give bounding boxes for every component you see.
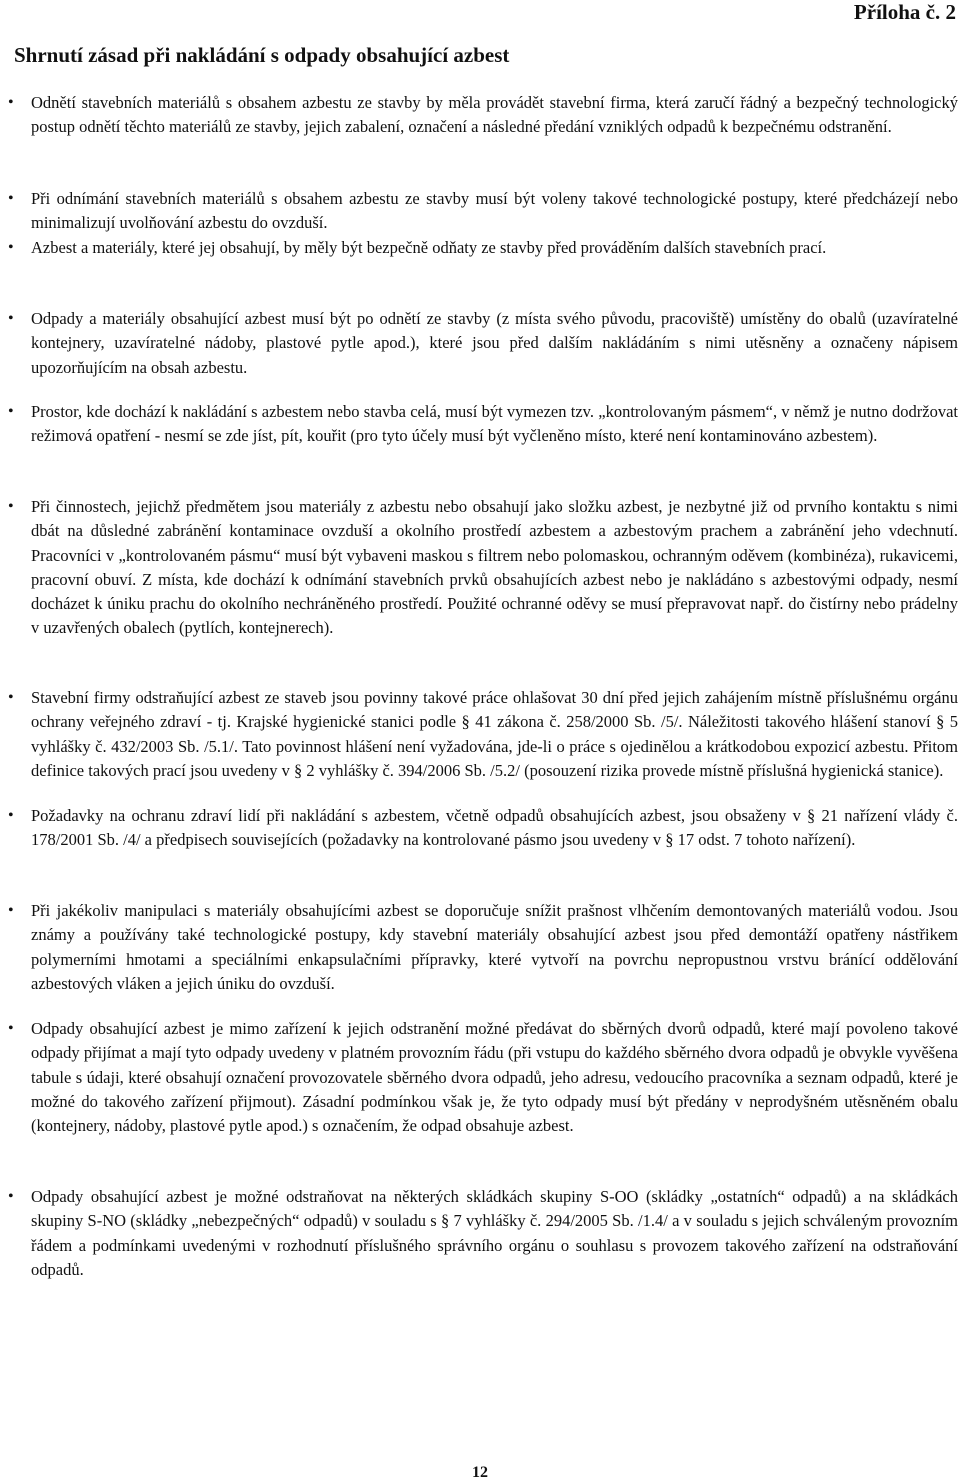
bullet-text: Požadavky na ochranu zdraví lidí při nakládání s azbestem, včetně odpadů obsahujících azbest, jsou obsaženy v § 21 nařízení vlády č. 178/2001 Sb. /4/ a předpisech souvisejících (požadavky na kontrolované pásmo jsou uvedeny v § 17 odst. 7 tohoto nařízení). xyxy=(31,806,958,850)
annex-label: Příloha č. 2 xyxy=(853,0,956,24)
bullet-dot-icon: • xyxy=(8,1020,14,1037)
bullet-dot-icon: • xyxy=(8,190,14,207)
bullet-item xyxy=(8,1185,958,1282)
bullet-text: Odpady a materiály obsahující azbest musí být po odnětí ze stavby (z místa svého původu, pracoviště) umístěny do obalů (uzavíratelné kontejnery, uzavíratelné nádoby, plastové pytle apod.), které jsou před dalším nakládáním s nimi utěsněny a označeny nápisem upozorňujícím na obsah azbestu. xyxy=(31,309,958,377)
bullet-item xyxy=(8,307,958,380)
bullet-item xyxy=(8,686,958,783)
bullet-dot-icon: • xyxy=(8,807,14,824)
bullet-dot-icon: • xyxy=(8,403,14,420)
bullet-item xyxy=(8,91,958,140)
bullet-text: Prostor, kde dochází k nakládání s azbestem nebo stavba celá, musí být vymezen tzv. „kontrolovaným pásmem“, v němž je nutno dodržovat režimová opatření - nesmí se zde jíst, pít, kouřit (pro tyto účely musí být vyčleněno místo, které není kontaminováno azbestem). xyxy=(31,402,958,446)
bullet-text: Stavební firmy odstraňující azbest ze staveb jsou povinny takové práce ohlašovat 30 dní před jejich zahájením místně příslušnému orgánu ochrany veřejného zdraví - tj. Krajské hygienické stanici podle § 41 zákona č. 258/2000 Sb. /5/. Náležitosti takového hlášení stanoví § 5 vyhlášky č. 432/2003 Sb. /5.1/. Tato povinnost hlášení není vyžadována, jde-li o práce s ojedinělou a krátkodobou expozicí azbestu. Přitom definice takových prací jsou uvedeny v § 2 vyhlášky č. 394/2006 Sb. /5.2/ (posouzení rizika provede místně příslušná hygienická stanice). xyxy=(31,688,958,780)
bullet-text: Azbest a materiály, které jej obsahují, by měly být bezpečně odňaty ze stavby před prováděním dalších stavebních prací. xyxy=(31,238,827,257)
bullet-dot-icon: • xyxy=(8,239,14,256)
bullet-item xyxy=(8,899,958,996)
bullet-text: Při činnostech, jejichž předmětem jsou materiály z azbestu nebo obsahují jako složku azbest, je nezbytné již od prvního kontaktu s nimi dbát na důsledné zabránění kontaminace ovzduší a okolního prostředí azbestem a azbestovým prachem a zabránění jeho vdechnutí. Pracovníci v „kontrolovaném pásmu“ musí být vybaveni maskou s filtrem nebo polomaskou, ochranným oděvem (kombinéza), rukavicemi, pracovní obuví. Z místa, kde dochází k odnímání stavebních prvků obsahujících azbest nebo je nakládáno s azbestovými odpady, nesmí docházet k úniku prachu do okolního nechráněného prostředí. Použité ochranné oděvy se musí přepravovat např. do čistírny nebo prádelny v uzavřených obalech (pytlích, kontejnerech). xyxy=(31,497,958,638)
bullet-item xyxy=(8,187,958,236)
bullet-dot-icon: • xyxy=(8,310,14,327)
document-title: Shrnutí zásad při nakládání s odpady obsahující azbest xyxy=(14,43,510,67)
bullet-dot-icon: • xyxy=(8,94,14,111)
bullet-dot-icon: • xyxy=(8,498,14,515)
bullet-text: Odpady obsahující azbest je možné odstraňovat na některých skládkách skupiny S-OO (skládky „ostatních“ odpadů) a na skládkách skupiny S-NO (skládky „nebezpečných“ odpadů) v souladu s § 7 vyhlášky č. 294/2005 Sb. /1.4/ a v souladu s jejich schváleným provozním řádem a podmínkami uvedenými v rozhodnutí příslušného správního orgánu o souhlasu s provozem takového zařízení na odstraňování odpadů. xyxy=(31,1187,958,1279)
page-number: 12 xyxy=(472,1464,488,1481)
bullet-dot-icon: • xyxy=(8,902,14,919)
bullet-text: Odpady obsahující azbest je mimo zařízení k jejich odstranění možné předávat do sběrných dvorů odpadů, které mají povoleno takové odpady přijímat a mají tyto odpady uvedeny v platném provozním řádu (při vstupu do každého sběrného dvora odpadů je obvykle vyvěšena tabule s údaji, které obsahují označení provozovatele sběrného dvora odpadů, jeho adresu, vedoucího pracovníka a seznam odpadů, které je možné do takového zařízení přijmout). Zásadní podmínkou však je, že tyto odpady musí být předány v neprodyšném utěsněném obalu (kontejnery, nádoby, plastové pytle apod.) s označením, že odpad obsahuje azbest. xyxy=(31,1019,958,1136)
bullet-text: Odnětí stavebních materiálů s obsahem azbestu ze stavby by měla provádět stavební firma, která zaručí řádný a bezpečný technologický postup odnětí těchto materiálů ze stavby, jejich zabalení, označení a následné předání vzniklých odpadů k bezpečnému odstranění. xyxy=(31,93,958,137)
bullet-dot-icon: • xyxy=(8,1188,14,1205)
bullet-text: Při odnímání stavebních materiálů s obsahem azbestu ze stavby musí být voleny takové technologické postupy, které předcházejí nebo minimalizují uvolňování azbestu do ovzduší. xyxy=(31,189,958,233)
bullet-item xyxy=(8,236,958,260)
bullet-item xyxy=(8,495,958,641)
bullet-item xyxy=(8,804,958,853)
bullet-item xyxy=(8,1017,958,1138)
bullet-item xyxy=(8,400,958,449)
bullet-text: Při jakékoliv manipulaci s materiály obsahujícími azbest se doporučuje snížit prašnost vlhčením demontovaných materiálů vodou. Jsou známy a používány také technologické postupy, kdy stavební materiály obsahující azbest jsou před demontáží opatřeny nástřikem polymerními hmotami a speciálními enkapsulačními přípravky, které vytvoří na povrchu nepropustnou vrstvu bránící oddělování azbestových vláken a jejich úniku do ovzduší. xyxy=(31,901,958,993)
bullet-dot-icon: • xyxy=(8,689,14,706)
